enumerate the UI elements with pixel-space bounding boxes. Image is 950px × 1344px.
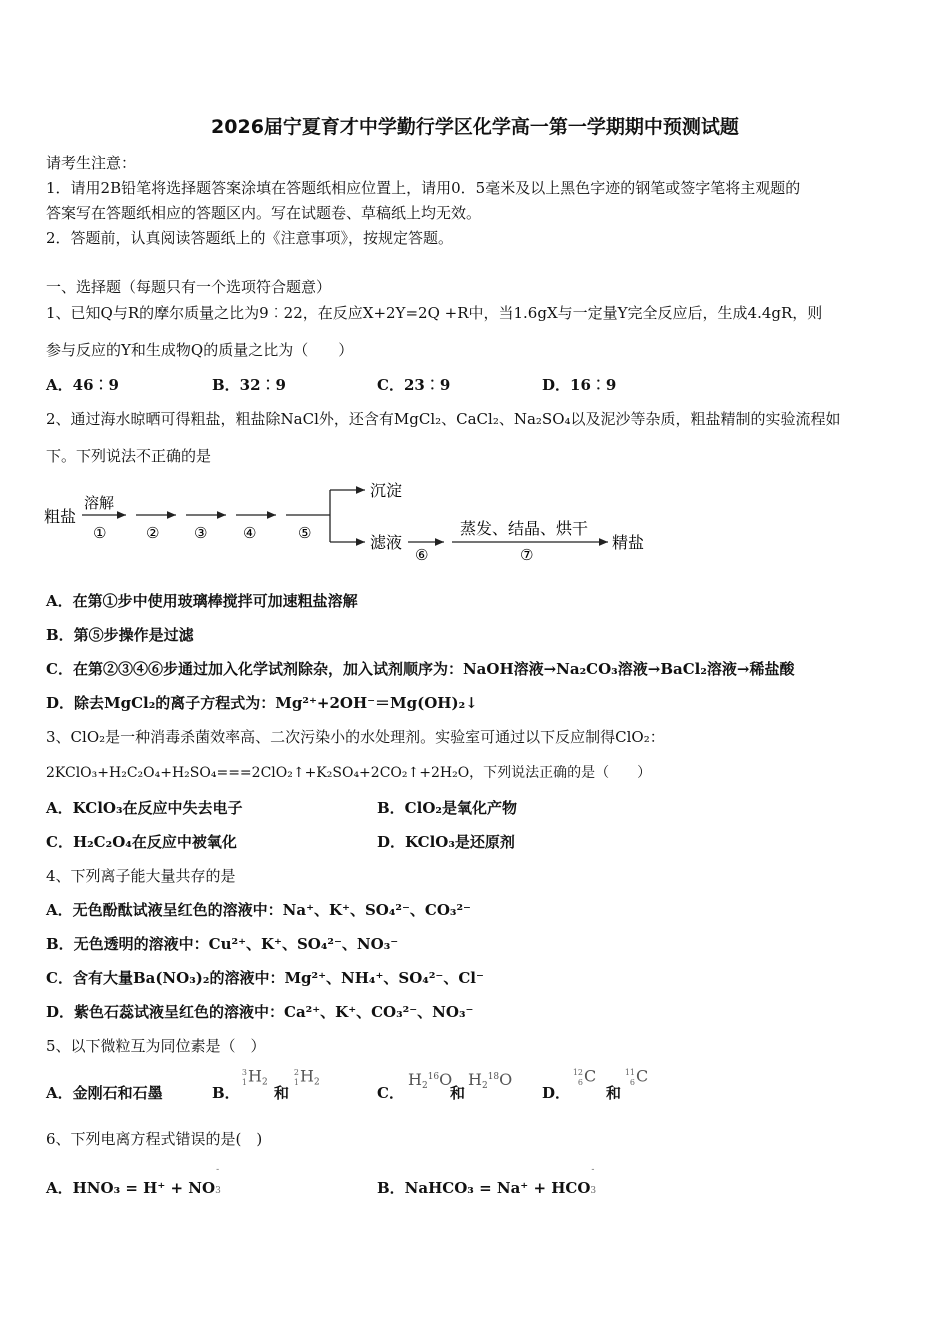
q5-option-a: A．金刚石和石墨 [46, 1084, 163, 1102]
notice-line-2: 答案写在答题纸相应的答题区内。写在试题卷、草稿纸上均无效。 [46, 204, 482, 222]
q2-option-c: C．在第②③④⑥步通过加入化学试剂除杂，加入试剂顺序为：NaOH溶液→Na₂CO₃溶液→BaCl₂溶液→稀盐酸 [46, 660, 795, 678]
flow-step-6: ⑥ [415, 546, 429, 564]
flow-product-label: 精盐 [612, 533, 645, 552]
q6-option-b: B．NaHCO₃ = Na⁺ + HCO - 3 [377, 1165, 597, 1197]
q1-stem-line-1: 1、已知Q与R的摩尔质量之比为9︰22，在反应X+2Y=2Q +R中，当1.6gX与一定量Y完全反应后，生成4.4gR，则 [46, 304, 823, 322]
q1-option-c: C．23︰9 [377, 376, 451, 394]
q1-option-b: B．32︰9 [212, 376, 286, 394]
flow-step-7: ⑦ [520, 546, 534, 564]
q4-option-c: C．含有大量Ba(NO₃)₂的溶液中：Mg²⁺、NH₄⁺、SO₄²⁻、Cl⁻ [46, 969, 484, 987]
q4-option-d: D．紫色石蕊试液呈红色的溶液中：Ca²⁺、K⁺、CO₃²⁻、NO₃⁻ [46, 1003, 474, 1021]
flow-dissolve-label: 溶解 [84, 494, 115, 512]
q6-option-a: A．HNO₃ = H⁺ + NO - 3 [46, 1165, 221, 1197]
q4-option-a: A．无色酚酞试液呈红色的溶液中：Na⁺、K⁺、SO₄²⁻、CO₃²⁻ [46, 901, 471, 919]
q2-stem-line-1: 2、通过海水晾晒可得粗盐，粗盐除NaCl外，还含有MgCl₂、CaCl₂、Na₂SO₄以及泥沙等杂质，粗盐精制的实验流程如 [46, 410, 841, 428]
q3-option-c: C．H₂C₂O₄在反应中被氧化 [46, 833, 237, 851]
flow-filtrate-label: 滤液 [370, 533, 403, 552]
q1-option-d: D．16︰9 [542, 376, 617, 394]
q5-b-isotope-1: 3 1 $H_2$ [241, 1066, 268, 1088]
notice-line-3: 2．答题前，认真阅读答题纸上的《注意事项》，按规定答题。 [46, 229, 454, 247]
page-title: 2026届宁夏育才中学勤行学区化学高一第一学期期中预测试题 [211, 116, 739, 138]
flow-start-label: 粗盐 [44, 507, 77, 526]
q5-option-b: B． [212, 1084, 240, 1102]
q4-stem: 4、下列离子能大量共存的是 [46, 867, 236, 885]
q6-stem: 6、下列电离方程式错误的是( ) [46, 1130, 263, 1148]
q5-option-d: D． [542, 1084, 571, 1102]
q2-option-a: A．在第①步中使用玻璃棒搅拌可加速粗盐溶解 [46, 592, 358, 610]
q5-c-molecule-2: $H_2^{18}O$ [468, 1070, 513, 1091]
q1-option-a: A．46︰9 [46, 376, 119, 394]
q5-d-isotope-1: 12 6 C [572, 1066, 597, 1087]
flow-step-4: ④ [243, 524, 257, 542]
flow-step-2: ② [146, 524, 160, 542]
flow-precipitate-label: 沉淀 [370, 481, 403, 500]
notice-heading: 请考生注意： [46, 154, 137, 172]
q5-b-isotope-2: 2 1 $H_2$ [293, 1066, 320, 1088]
q2-option-d: D．除去MgCl₂的离子方程式为：Mg²⁺+2OH⁻＝Mg(OH)₂↓ [46, 694, 478, 712]
q5-c-and: 和 [450, 1084, 466, 1102]
flow-step-1: ① [93, 524, 107, 542]
q5-stem: 5、以下微粒互为同位素是（ ） [46, 1037, 266, 1055]
flow-step-5: ⑤ [298, 524, 312, 542]
q3-stem-line-1: 3、ClO₂是一种消毒杀菌效率高、二次污染小的水处理剂。实验室可通过以下反应制得ClO₂： [46, 728, 665, 746]
flow-step-3: ③ [194, 524, 208, 542]
q3-option-b: B．ClO₂是氧化产物 [377, 799, 517, 817]
salt-purification-flowchart [40, 470, 680, 570]
q1-stem-line-2: 参与反应的Y和生成物Q的质量之比为（ ） [46, 341, 354, 359]
q5-c-molecule-1: $H_2^{16}O$ [408, 1070, 453, 1091]
q2-option-b: B．第⑤步操作是过滤 [46, 626, 194, 644]
q5-option-c: C． [377, 1084, 404, 1102]
q5-d-and: 和 [606, 1084, 622, 1102]
q3-option-a: A．KClO₃在反应中失去电子 [46, 799, 243, 817]
q3-option-d: D．KClO₃是还原剂 [377, 833, 515, 851]
notice-line-1: 1．请用2B铅笔将选择题答案涂填在答题纸相应位置上，请用0．5毫米及以上黑色字迹的钢笔或签字笔将主观题的 [46, 179, 801, 197]
q5-b-and: 和 [274, 1084, 290, 1102]
q2-stem-line-2: 下。下列说法不正确的是 [46, 447, 212, 465]
q4-option-b: B．无色透明的溶液中：Cu²⁺、K⁺、SO₄²⁻、NO₃⁻ [46, 935, 399, 953]
section-heading: 一、选择题（每题只有一个选项符合题意） [46, 278, 332, 296]
flow-evap-label: 蒸发、结晶、烘干 [460, 519, 589, 538]
q5-d-isotope-2: 11 6 C [624, 1066, 649, 1087]
q3-equation: 2KClO₃+H₂C₂O₄+H₂SO₄===2ClO₂↑+K₂SO₄+2CO₂↑+2H₂O，下列说法正确的是（ ） [46, 765, 652, 781]
